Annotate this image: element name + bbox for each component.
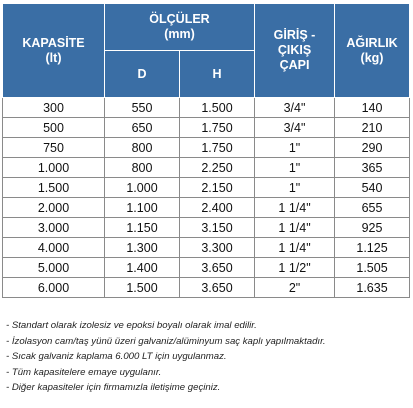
- height-cell: 1.500: [180, 98, 255, 118]
- diameter-cell: 1.500: [105, 278, 180, 298]
- diameter-cell: 1.150: [105, 218, 180, 238]
- weight-cell: 540: [335, 178, 410, 198]
- height-cell: 2.400: [180, 198, 255, 218]
- height-cell: 1.750: [180, 118, 255, 138]
- capacity-cell: 3.000: [3, 218, 105, 238]
- diameter-cell: 800: [105, 158, 180, 178]
- height-cell: 3.650: [180, 258, 255, 278]
- capacity-cell: 2.000: [3, 198, 105, 218]
- weight-cell: 1.125: [335, 238, 410, 258]
- table-row: [3, 218, 410, 238]
- port-cell: 3/4": [255, 118, 335, 138]
- header-dimensions: ÖLÇÜLER (mm): [105, 4, 255, 51]
- table-row: [3, 118, 410, 138]
- port-cell: 3/4": [255, 98, 335, 118]
- note-line: - Standart olarak izolesiz ve epoksi boyalı olarak imal edilir.: [6, 320, 257, 331]
- diameter-cell: 550: [105, 98, 180, 118]
- port-cell: 1 1/4": [255, 218, 335, 238]
- note-line: - Diğer kapasiteler için firmamızla iletişime geçiniz.: [6, 382, 221, 393]
- port-cell: 1": [255, 158, 335, 178]
- header-h: H: [180, 51, 255, 98]
- weight-cell: 925: [335, 218, 410, 238]
- table-row: [3, 98, 410, 118]
- table-body: [3, 98, 410, 298]
- height-cell: 1.750: [180, 138, 255, 158]
- capacity-cell: 1.500: [3, 178, 105, 198]
- header-row-top: [3, 4, 410, 51]
- height-cell: 3.150: [180, 218, 255, 238]
- capacity-table: [2, 3, 410, 298]
- capacity-cell: 1.000: [3, 158, 105, 178]
- capacity-cell: 300: [3, 98, 105, 118]
- capacity-cell: 5.000: [3, 258, 105, 278]
- port-cell: 1": [255, 178, 335, 198]
- height-cell: 2.250: [180, 158, 255, 178]
- table-row: [3, 238, 410, 258]
- weight-cell: 140: [335, 98, 410, 118]
- diameter-cell: 1.300: [105, 238, 180, 258]
- diameter-cell: 1.100: [105, 198, 180, 218]
- weight-cell: 290: [335, 138, 410, 158]
- note-line: - İzolasyon cam/taş yünü üzeri galvaniz/alüminyum saç kaplı yapılmaktadır.: [6, 335, 326, 347]
- diameter-cell: 1.400: [105, 258, 180, 278]
- table-row: [3, 198, 410, 218]
- table-row: [3, 278, 410, 298]
- header-weight: AĞIRLIK (kg): [335, 4, 410, 98]
- capacity-cell: 750: [3, 138, 105, 158]
- notes-list: [6, 318, 408, 396]
- table-row: [3, 158, 410, 178]
- height-cell: 3.650: [180, 278, 255, 298]
- port-cell: 1 1/2": [255, 258, 335, 278]
- height-cell: 3.300: [180, 238, 255, 258]
- weight-cell: 365: [335, 158, 410, 178]
- header-capacity: KAPASİTE (lt): [3, 4, 105, 98]
- weight-cell: 655: [335, 198, 410, 218]
- height-cell: 2.150: [180, 178, 255, 198]
- port-cell: 1": [255, 138, 335, 158]
- note-line: - Tüm kapasitelere emaye uygulanır.: [6, 366, 162, 378]
- table-row: [3, 258, 410, 278]
- weight-cell: 1.635: [335, 278, 410, 298]
- weight-cell: 1.505: [335, 258, 410, 278]
- diameter-cell: 650: [105, 118, 180, 138]
- note-line: - Sıcak galvaniz kaplama 6.000 LT için uygulanmaz.: [6, 351, 227, 362]
- port-cell: 1 1/4": [255, 238, 335, 258]
- capacity-cell: 4.000: [3, 238, 105, 258]
- port-cell: 2": [255, 278, 335, 298]
- table-row: [3, 138, 410, 158]
- table-row: [3, 178, 410, 198]
- capacity-cell: 6.000: [3, 278, 105, 298]
- diameter-cell: 1.000: [105, 178, 180, 198]
- diameter-cell: 800: [105, 138, 180, 158]
- capacity-cell: 500: [3, 118, 105, 138]
- port-cell: 1 1/4": [255, 198, 335, 218]
- header-port-diameter: GİRİŞ - ÇIKIŞ ÇAPI: [255, 4, 335, 98]
- header-d: D: [105, 51, 180, 98]
- weight-cell: 210: [335, 118, 410, 138]
